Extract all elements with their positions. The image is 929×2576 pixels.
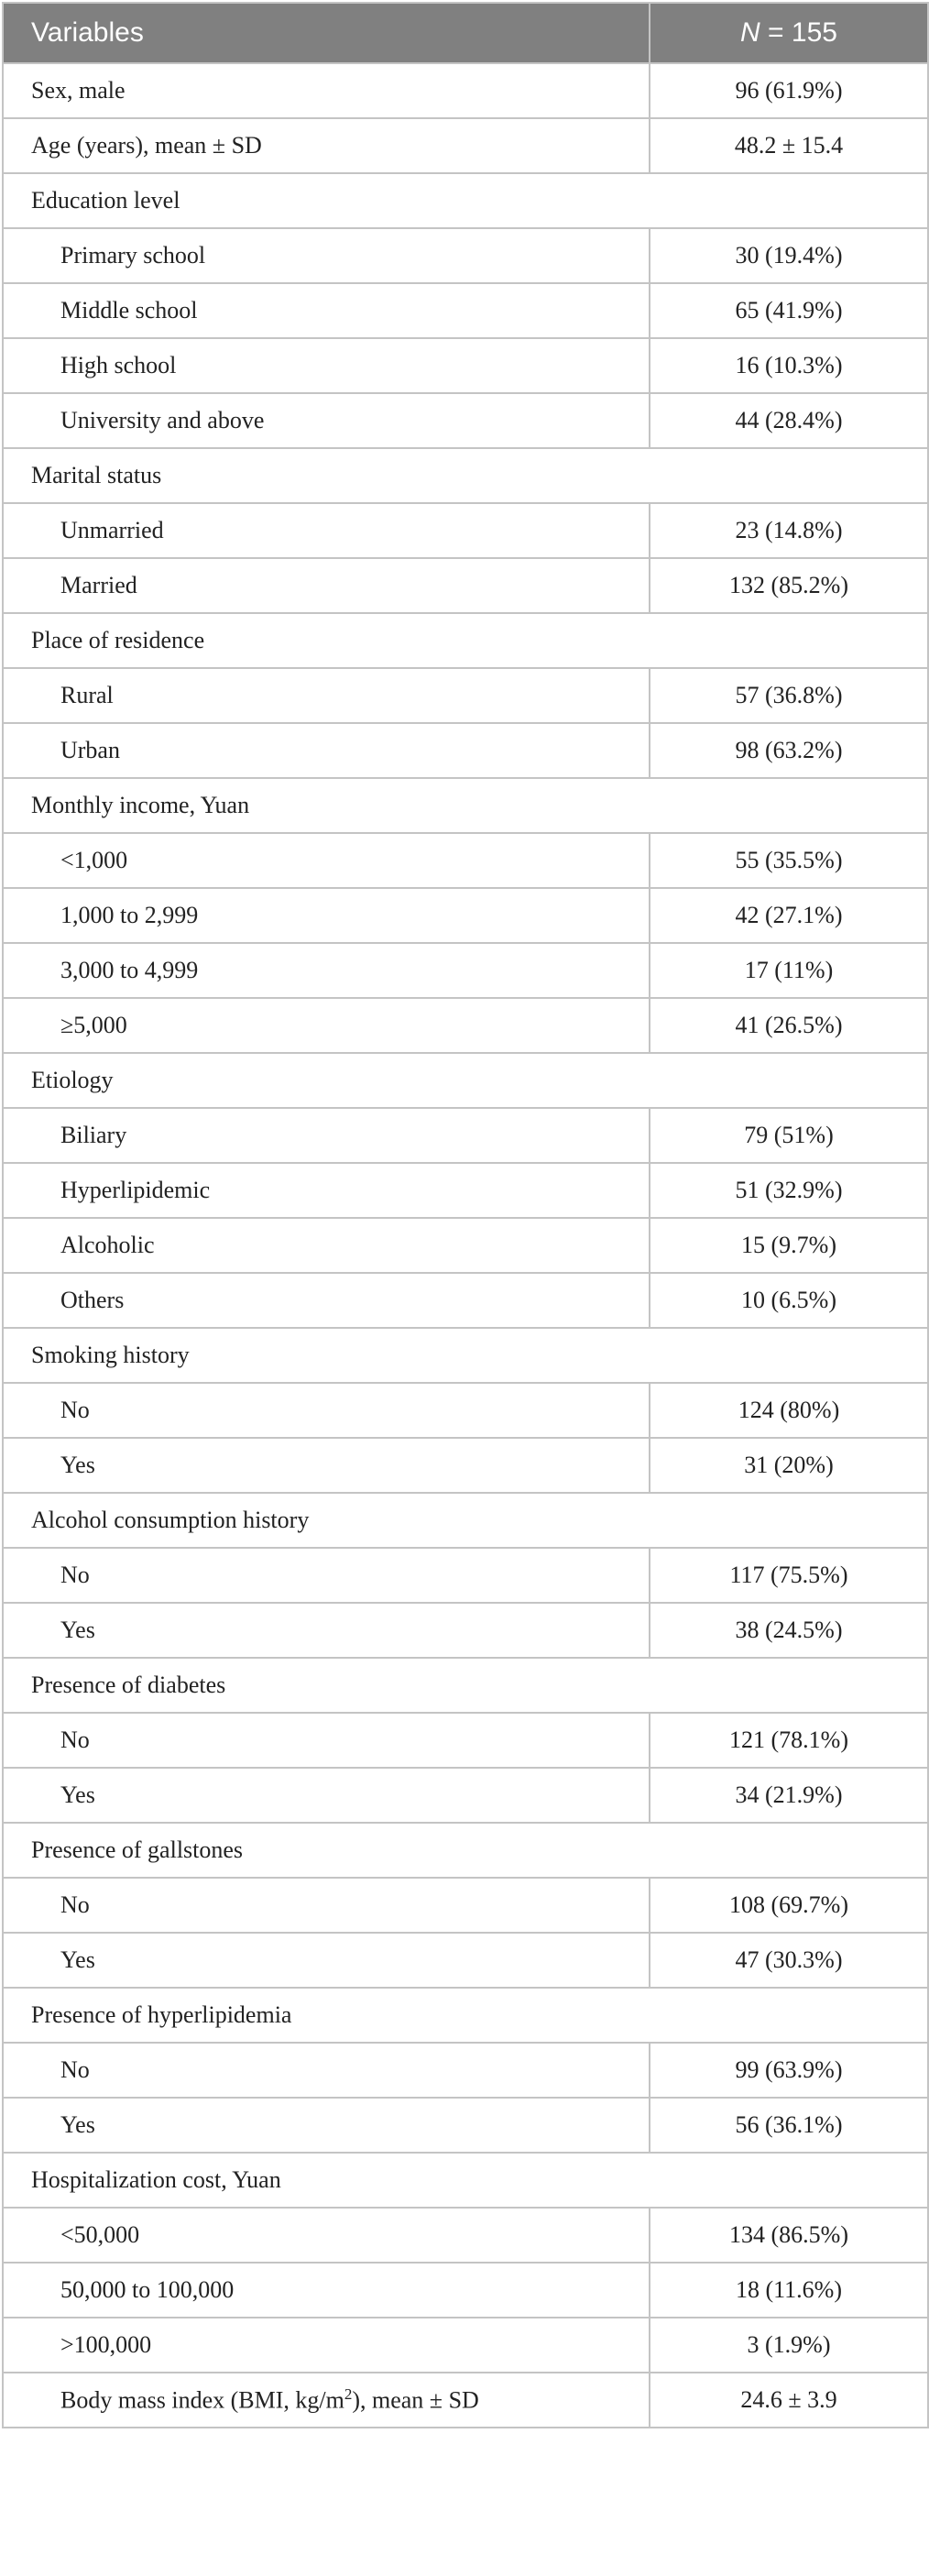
table-row bbox=[3, 283, 928, 338]
table-row bbox=[3, 1603, 928, 1658]
label-text: Yes bbox=[60, 1617, 95, 1643]
label-text: <1,000 bbox=[60, 847, 128, 873]
group-label bbox=[3, 173, 928, 228]
group-row bbox=[3, 1053, 928, 1108]
row-label bbox=[3, 1713, 650, 1768]
row-label bbox=[3, 1603, 650, 1658]
label-text: Others bbox=[60, 1287, 125, 1313]
label-text: Hospitalization cost, Yuan bbox=[31, 2166, 281, 2193]
row-label bbox=[3, 2043, 650, 2098]
row-value: 42 (27.1%) bbox=[650, 888, 928, 943]
row-value: 65 (41.9%) bbox=[650, 283, 928, 338]
table-row bbox=[3, 118, 928, 173]
row-value: 96 (61.9%) bbox=[650, 63, 928, 118]
label-text: Place of residence bbox=[31, 627, 205, 653]
row-value: 15 (9.7%) bbox=[650, 1218, 928, 1273]
row-label bbox=[3, 2263, 650, 2318]
table-row bbox=[3, 2208, 928, 2263]
table-row bbox=[3, 503, 928, 558]
row-value: 124 (80%) bbox=[650, 1383, 928, 1438]
row-value: 30 (19.4%) bbox=[650, 228, 928, 283]
row-value: 24.6 ± 3.9 bbox=[650, 2373, 928, 2428]
label-text: No bbox=[60, 1562, 90, 1588]
label-text: Monthly income, Yuan bbox=[31, 792, 250, 818]
group-row bbox=[3, 1988, 928, 2043]
label-text: University and above bbox=[60, 407, 265, 433]
label-text: >100,000 bbox=[60, 2331, 152, 2358]
group-label bbox=[3, 1658, 928, 1713]
row-value: 47 (30.3%) bbox=[650, 1933, 928, 1988]
row-label bbox=[3, 558, 650, 613]
label-text: ≥5,000 bbox=[60, 1012, 127, 1038]
header-row bbox=[3, 3, 928, 63]
group-row bbox=[3, 1823, 928, 1878]
label-text: Yes bbox=[60, 1781, 95, 1808]
table-row bbox=[3, 393, 928, 448]
group-row bbox=[3, 448, 928, 503]
label-text: Presence of diabetes bbox=[31, 1672, 226, 1698]
label-text: Presence of gallstones bbox=[31, 1836, 244, 1863]
row-label bbox=[3, 1273, 650, 1328]
group-label bbox=[3, 613, 928, 668]
row-value: 132 (85.2%) bbox=[650, 558, 928, 613]
row-value: 18 (11.6%) bbox=[650, 2263, 928, 2318]
row-value: 17 (11%) bbox=[650, 943, 928, 998]
row-value: 3 (1.9%) bbox=[650, 2318, 928, 2373]
label-text: Yes bbox=[60, 2111, 95, 2138]
row-value: 38 (24.5%) bbox=[650, 1603, 928, 1658]
label-text: Education level bbox=[31, 187, 180, 214]
row-value: 79 (51%) bbox=[650, 1108, 928, 1163]
row-value: 99 (63.9%) bbox=[650, 2043, 928, 2098]
group-label bbox=[3, 1053, 928, 1108]
label-text: No bbox=[60, 1726, 90, 1753]
label-text: Yes bbox=[60, 1452, 95, 1478]
header-n-value: = 155 bbox=[760, 17, 837, 48]
group-row bbox=[3, 1658, 928, 1713]
table-row bbox=[3, 1878, 928, 1933]
table-row bbox=[3, 943, 928, 998]
row-label bbox=[3, 2373, 650, 2428]
row-label bbox=[3, 1548, 650, 1603]
row-value: 31 (20%) bbox=[650, 1438, 928, 1493]
label-text: Rural bbox=[60, 682, 114, 708]
table-row bbox=[3, 1548, 928, 1603]
row-label bbox=[3, 63, 650, 118]
characteristics-table bbox=[2, 2, 929, 2428]
label-text: 3,000 to 4,999 bbox=[60, 957, 199, 983]
row-label bbox=[3, 283, 650, 338]
label-text: Hyperlipidemic bbox=[60, 1177, 211, 1203]
row-value: 44 (28.4%) bbox=[650, 393, 928, 448]
table-row bbox=[3, 1768, 928, 1823]
table-row bbox=[3, 723, 928, 778]
table-row bbox=[3, 1383, 928, 1438]
label-text: Smoking history bbox=[31, 1342, 190, 1368]
label-text: 1,000 to 2,999 bbox=[60, 902, 199, 928]
row-label bbox=[3, 668, 650, 723]
group-row bbox=[3, 173, 928, 228]
row-label bbox=[3, 1933, 650, 1988]
row-label bbox=[3, 2318, 650, 2373]
row-label bbox=[3, 723, 650, 778]
label-text: Body mass index (BMI, kg/m bbox=[60, 2386, 344, 2414]
row-label bbox=[3, 338, 650, 393]
table-row bbox=[3, 1273, 928, 1328]
group-label bbox=[3, 1823, 928, 1878]
row-label bbox=[3, 393, 650, 448]
row-value: 57 (36.8%) bbox=[650, 668, 928, 723]
label-text: Alcohol consumption history bbox=[31, 1507, 310, 1533]
label-text: High school bbox=[60, 352, 177, 378]
row-value: 121 (78.1%) bbox=[650, 1713, 928, 1768]
row-label bbox=[3, 118, 650, 173]
row-label bbox=[3, 888, 650, 943]
label-text: Presence of hyperlipidemia bbox=[31, 2001, 292, 2028]
row-label bbox=[3, 1878, 650, 1933]
table-row bbox=[3, 1108, 928, 1163]
row-label bbox=[3, 228, 650, 283]
row-value: 51 (32.9%) bbox=[650, 1163, 928, 1218]
row-value: 108 (69.7%) bbox=[650, 1878, 928, 1933]
label-text: No bbox=[60, 1891, 90, 1918]
label-text: Etiology bbox=[31, 1067, 114, 1093]
row-label bbox=[3, 1438, 650, 1493]
row-value: 56 (36.1%) bbox=[650, 2098, 928, 2153]
row-value: 55 (35.5%) bbox=[650, 833, 928, 888]
row-label bbox=[3, 1163, 650, 1218]
table-row bbox=[3, 228, 928, 283]
table-row bbox=[3, 2373, 928, 2428]
label-text: Primary school bbox=[60, 242, 206, 269]
table-row bbox=[3, 338, 928, 393]
table-row bbox=[3, 1933, 928, 1988]
table-row bbox=[3, 2263, 928, 2318]
table-row bbox=[3, 668, 928, 723]
group-row bbox=[3, 778, 928, 833]
row-label bbox=[3, 2208, 650, 2263]
table-row bbox=[3, 2043, 928, 2098]
group-label bbox=[3, 778, 928, 833]
row-label bbox=[3, 1383, 650, 1438]
row-value: 134 (86.5%) bbox=[650, 2208, 928, 2263]
row-value: 34 (21.9%) bbox=[650, 1768, 928, 1823]
label-suffix: ), mean ± SD bbox=[352, 2386, 479, 2414]
table-row bbox=[3, 63, 928, 118]
group-row bbox=[3, 2153, 928, 2208]
label-text: Biliary bbox=[60, 1122, 127, 1148]
header-n-symbol: N bbox=[740, 17, 760, 48]
table-row bbox=[3, 1438, 928, 1493]
group-label bbox=[3, 1493, 928, 1548]
table-row bbox=[3, 833, 928, 888]
row-value: 98 (63.2%) bbox=[650, 723, 928, 778]
row-label bbox=[3, 833, 650, 888]
label-text: No bbox=[60, 2056, 90, 2083]
row-value: 23 (14.8%) bbox=[650, 503, 928, 558]
table-row bbox=[3, 888, 928, 943]
group-label bbox=[3, 2153, 928, 2208]
row-label bbox=[3, 2098, 650, 2153]
label-text: Alcoholic bbox=[60, 1232, 155, 1258]
group-label bbox=[3, 1328, 928, 1383]
group-row bbox=[3, 1328, 928, 1383]
row-value: 10 (6.5%) bbox=[650, 1273, 928, 1328]
group-row bbox=[3, 1493, 928, 1548]
row-label bbox=[3, 1108, 650, 1163]
row-label bbox=[3, 998, 650, 1053]
group-row bbox=[3, 613, 928, 668]
label-text: Middle school bbox=[60, 297, 198, 323]
table-row bbox=[3, 1218, 928, 1273]
row-label bbox=[3, 1218, 650, 1273]
label-text: Urban bbox=[60, 737, 120, 763]
row-value: 48.2 ± 15.4 bbox=[650, 118, 928, 173]
superscript: 2 bbox=[344, 2385, 353, 2404]
label-text: Marital status bbox=[31, 462, 162, 488]
header-n bbox=[650, 3, 928, 63]
group-label bbox=[3, 448, 928, 503]
table-row bbox=[3, 1713, 928, 1768]
label-text: Married bbox=[60, 572, 137, 598]
table-row bbox=[3, 2098, 928, 2153]
row-value: 41 (26.5%) bbox=[650, 998, 928, 1053]
row-label bbox=[3, 1768, 650, 1823]
row-value: 117 (75.5%) bbox=[650, 1548, 928, 1603]
table-row bbox=[3, 558, 928, 613]
label-text: Sex, male bbox=[31, 77, 126, 104]
label-text: <50,000 bbox=[60, 2221, 140, 2248]
label-text: Yes bbox=[60, 1946, 95, 1973]
table-row bbox=[3, 1163, 928, 1218]
group-label bbox=[3, 1988, 928, 2043]
label-text: 50,000 to 100,000 bbox=[60, 2276, 235, 2303]
label-text: Age (years), mean ± SD bbox=[31, 132, 262, 159]
label-text: No bbox=[60, 1397, 90, 1423]
table-row bbox=[3, 998, 928, 1053]
header-variables: Variables bbox=[3, 3, 650, 63]
row-label bbox=[3, 943, 650, 998]
table-row bbox=[3, 2318, 928, 2373]
row-value: 16 (10.3%) bbox=[650, 338, 928, 393]
label-text: Unmarried bbox=[60, 517, 164, 543]
row-label bbox=[3, 503, 650, 558]
